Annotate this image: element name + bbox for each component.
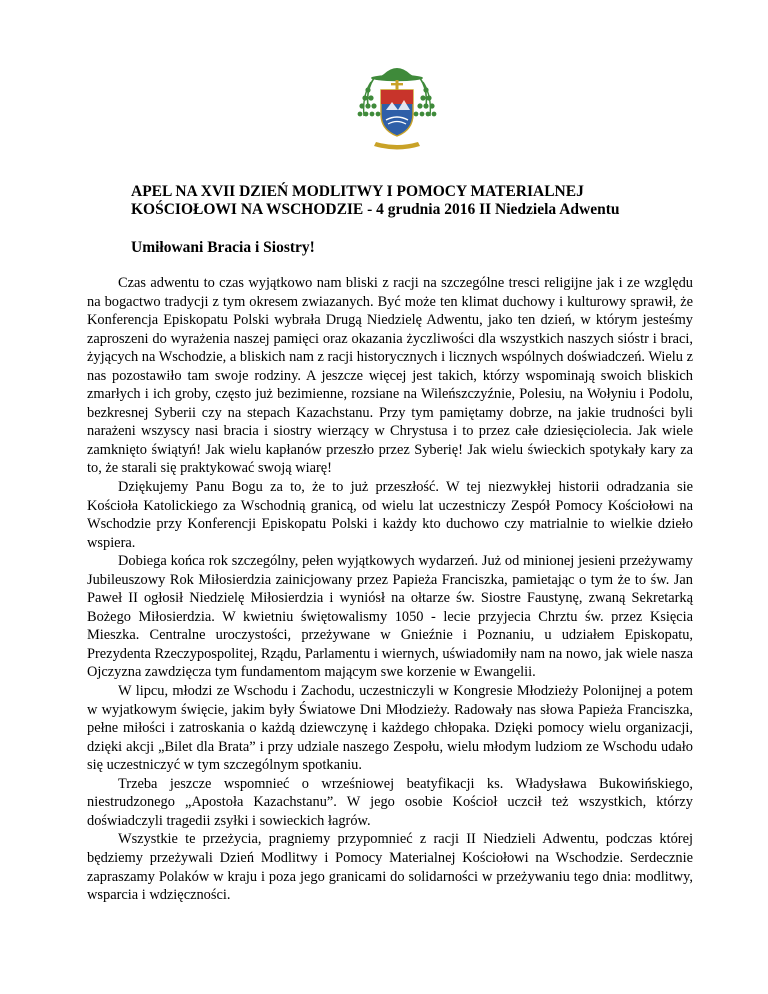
paragraph: W lipcu, młodzi ze Wschodu i Zachodu, uczestniczyli w Kongresie Młodzieży Polonijnej a potem w wyjatkowym święcie, jakim były Światowe Dni Młodzieży. Radowały nas słowa Papieża Franciszka, pełne miłości i zatroskania o każdą dziewczynę i każdego chłopaka. Dzięki pomocy wielu organizacji, dzięki akcji „Bilet dla Brata” i przy udziale naszego Zespołu, wielu młodym ludziom ze Wschodu udało się uczestniczyć w tym szczególnym spotkaniu. [87, 683, 693, 774]
appeal-title-line-2: KOŚCIOŁOWI NA WSCHODZIE - 4 grudnia 2016 II Niedziela Adwentu [131, 201, 620, 218]
greeting: Umiłowani Bracia i Siostry! [131, 239, 315, 256]
paragraph: Trzeba jeszcze wspomnieć o wrześniowej beatyfikacji ks. Władysława Bukowińskiego, niestrudzonego „Apostoła Kazachstanu”. W jego osobie Kościoł uczcił też wszystkich, którzy doświadczyli tragedii zsyłki i sowieckich łagrów. [87, 775, 693, 829]
paragraph: Czas adwentu to czas wyjątkowo nam bliski z racji na szczególne tresci religijne jak i ze względu na bogactwo tradycji z tym okresem zwiazanych. Być może ten klimat duchowy i kulturowy sprawił, że Konferencja Episkopatu Polski wybrała Drugą Niedzielę Adwentu, jako ten dzień, w którym jesteśmy zaproszeni do wyrażenia naszej pamięci oraz okazania życzliwości dla wszystkich naszych sióstr i braci, żyjących na Wschodzie, a bliskich nam z racji historycznych i licznych wspólnych doświadczeń. Wielu z nas pozostawiło tam swoje rodziny. A jeszcze więcej jest takich, którzy wspominają swoich bliskich zmarłych i ich groby, często już bezimienne, rozsiane na Wileńszczyźnie, Polesiu, na Wołyniu i Podolu, bezkresnej Syberii czy na stepach Kazachstanu. Przy tym pamiętamy dobrze, na jakie trudności byli narażeni wszyscy nasi bracia i siostry wierzący w Chrystusa i to przez całe dziesięciolecia. Jak wiele zamknięto świątyń! Jak wielu kapłanów przeszło przez Syberię! Jak wielu świeckich spotykały kary za to, że starali się praktykować swoją wiarę! [87, 275, 693, 477]
appeal-title [131, 183, 691, 219]
paragraph: Wszystkie te przeżycia, pragniemy przypomnieć z racji II Niedzieli Adwentu, podczas której będziemy przeżywali Dzień Modlitwy i Pomocy Materialnej Kościołowi na Wschodzie. Serdecznie zapraszamy Polaków w kraju i poza jego granicami do solidarności w przeżywaniu tego dnia: modlitwy, wsparcia i wdzięczności. [87, 831, 693, 904]
appeal-body [87, 274, 693, 905]
paragraph: Dziękujemy Panu Bogu za to, że to już przeszłość. W tej niezwykłej historii odradzania sie Kościoła Katolickiego za Wschodnią granicą, od wielu lat uczestniczy Zespół Pomocy Kościołowi na Wschodzie przy Konferencji Episkopatu Polski i każdy kto duchowo czy matrialnie to wielkie dzieło wspiera. [87, 479, 693, 551]
appeal-title-line-1: APEL NA XVII DZIEŃ MODLITWY I POMOCY MATERIALNEJ [131, 183, 584, 200]
paragraph: Dobiega końca rok szczególny, pełen wyjątkowych wydarzeń. Już od minionej jesieni przeżywamy Jubileuszowy Rok Miłosierdzia zainicjowany przez Papieża Franciszka, pamietając o tym że to św. Jan Paweł II ogłosił Niedzielę Miłosierdzia i wyniósł na ołtarze św. Siostre Faustynę, zwaną Sekretarką Bożego Miłosierdzia. W kwietniu świętowalismy 1050 - lecie przyjecia Chrztu św. przez Księcia Mieszka. Centralne uroczystości, przeżywane w Gnieźnie i Poznaniu, u udziałem Episkopatu, Prezydenta Rzeczypospolitej, Rządu, Parlamentu i wiernych, uświadomiły nam na nowo, jak wiele nasza Ojczyzna zawdzięcza tym fundamentom mającym swe korzenie w Ewangelii. [87, 553, 693, 681]
coat-of-arms-icon [356, 60, 438, 154]
